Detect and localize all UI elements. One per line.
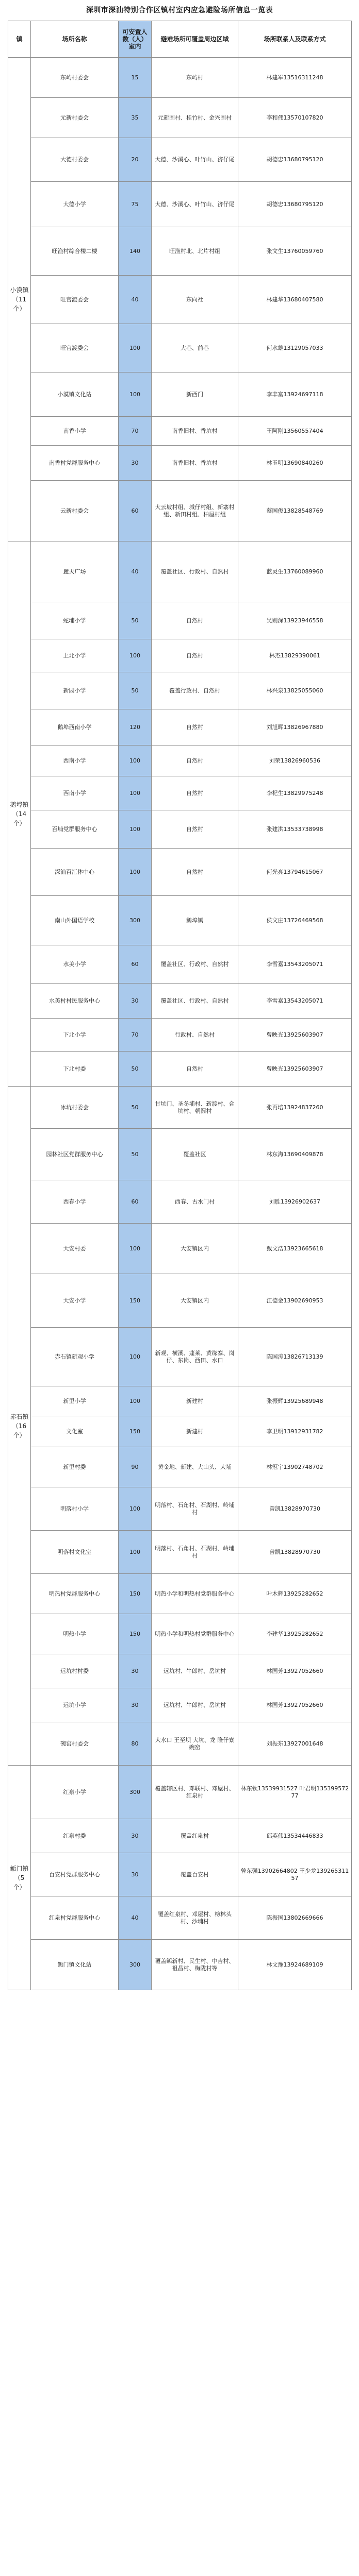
contact-cell: 林文豫13924689109 xyxy=(238,1940,352,1990)
contact-cell: 张建洪13533738998 xyxy=(238,810,352,849)
table-row xyxy=(8,481,352,541)
site-name-cell: 明落村小学 xyxy=(31,1487,119,1531)
capacity-cell: 60 xyxy=(119,481,152,541)
contact-cell: 李丰富13924697118 xyxy=(238,372,352,417)
coverage-area-cell: 覆盖社区、行政村、自然村 xyxy=(152,984,238,1019)
contact-cell: 曾凯13828970730 xyxy=(238,1487,352,1531)
contact-cell: 邱英伟13534446833 xyxy=(238,1819,352,1853)
site-name-cell: 大德小学 xyxy=(31,182,119,227)
contact-cell: 李雪嘉13543205071 xyxy=(238,984,352,1019)
contact-cell: 刘旭晖13826967880 xyxy=(238,709,352,745)
coverage-area-cell: 南香旧村、香坑村 xyxy=(152,417,238,446)
contact-cell: 曾映光13925603907 xyxy=(238,1052,352,1087)
site-name-cell: 红泉小学 xyxy=(31,1766,119,1819)
table-row xyxy=(8,1896,352,1940)
table-row xyxy=(8,446,352,481)
site-name-cell: 大德村委会 xyxy=(31,138,119,182)
contact-cell: 何水雄13129057033 xyxy=(238,324,352,372)
contact-cell: 陈国涛13826713139 xyxy=(238,1328,352,1386)
capacity-cell: 100 xyxy=(119,1487,152,1531)
table-header-row xyxy=(8,21,352,58)
header-area: 避难场所可覆盖周边区域 xyxy=(152,21,238,58)
capacity-cell: 80 xyxy=(119,1722,152,1766)
town-cell: 赤石镇（16个） xyxy=(8,1087,31,1766)
coverage-area-cell: 自然村 xyxy=(152,849,238,896)
capacity-cell: 300 xyxy=(119,1766,152,1819)
coverage-area-cell: 覆盖社区、行政村、自然村 xyxy=(152,945,238,984)
capacity-cell: 15 xyxy=(119,58,152,98)
coverage-area-cell: 大安镇区内 xyxy=(152,1224,238,1274)
coverage-area-cell: 新建村 xyxy=(152,1416,238,1447)
header-town: 镇 xyxy=(8,21,31,58)
contact-cell: 林国芳13927052660 xyxy=(238,1654,352,1688)
contact-cell: 吴则深13923946558 xyxy=(238,602,352,639)
site-name-cell: 旺渔村综合楼二楼 xyxy=(31,227,119,276)
table-row xyxy=(8,945,352,984)
table-row xyxy=(8,1722,352,1766)
table-row xyxy=(8,1019,352,1052)
site-name-cell: 明落村文化室 xyxy=(31,1531,119,1574)
site-name-cell: 西南小学 xyxy=(31,776,119,810)
coverage-area-cell: 元新围村、桂竹村、金兴围村 xyxy=(152,98,238,138)
contact-cell: 林建军13516311248 xyxy=(238,58,352,98)
table-row xyxy=(8,1614,352,1654)
contact-cell: 侯文庄13726469568 xyxy=(238,896,352,945)
site-name-cell: 百埔党群服务中心 xyxy=(31,810,119,849)
coverage-area-cell: 大德、沙溪心、叶竹山、济仔尾 xyxy=(152,138,238,182)
site-name-cell: 水美小学 xyxy=(31,945,119,984)
contact-cell: 李卫明13912931782 xyxy=(238,1416,352,1447)
capacity-cell: 50 xyxy=(119,1052,152,1087)
coverage-area-cell: 东屿村 xyxy=(152,58,238,98)
site-name-cell: 蛇埔小学 xyxy=(31,602,119,639)
table-row xyxy=(8,1416,352,1447)
capacity-cell: 100 xyxy=(119,1386,152,1416)
table-row xyxy=(8,1766,352,1819)
table-row xyxy=(8,1087,352,1129)
capacity-cell: 50 xyxy=(119,672,152,709)
contact-cell: 蓝灵生13760089960 xyxy=(238,541,352,602)
table-row xyxy=(8,1224,352,1274)
capacity-cell: 100 xyxy=(119,324,152,372)
table-row xyxy=(8,1386,352,1416)
coverage-area-cell: 甘坑门、圣冬埔村、新渡村、合坑村、朝圆村 xyxy=(152,1087,238,1129)
coverage-area-cell: 明热小学和明热村党群服务中心 xyxy=(152,1574,238,1614)
site-name-cell: 红泉村委 xyxy=(31,1819,119,1853)
table-row xyxy=(8,276,352,324)
table-row xyxy=(8,810,352,849)
capacity-cell: 100 xyxy=(119,745,152,776)
site-name-cell: 鲘门镇文化站 xyxy=(31,1940,119,1990)
coverage-area-cell: 自然村 xyxy=(152,602,238,639)
site-name-cell: 西南小学 xyxy=(31,745,119,776)
header-site: 场所名称 xyxy=(31,21,119,58)
coverage-area-cell: 远坑村、牛郎村、岳坑村 xyxy=(152,1688,238,1722)
table-row xyxy=(8,1688,352,1722)
table-row xyxy=(8,138,352,182)
table-row xyxy=(8,541,352,602)
capacity-cell: 35 xyxy=(119,98,152,138)
table-row xyxy=(8,417,352,446)
capacity-cell: 100 xyxy=(119,849,152,896)
table-row xyxy=(8,58,352,98)
contact-cell: 叶木辉13925282652 xyxy=(238,1574,352,1614)
coverage-area-cell: 自然村 xyxy=(152,776,238,810)
coverage-area-cell: 行政村、自然村 xyxy=(152,1019,238,1052)
capacity-cell: 120 xyxy=(119,709,152,745)
coverage-area-cell: 旺渔村北、北片村组 xyxy=(152,227,238,276)
coverage-area-cell: 西春、古水门村 xyxy=(152,1180,238,1224)
table-row xyxy=(8,1819,352,1853)
table-row xyxy=(8,98,352,138)
site-name-cell: 园林社区党群服务中心 xyxy=(31,1129,119,1180)
table-row xyxy=(8,776,352,810)
capacity-cell: 150 xyxy=(119,1614,152,1654)
coverage-area-cell: 自然村 xyxy=(152,810,238,849)
site-name-cell: 冰坑村委会 xyxy=(31,1087,119,1129)
coverage-area-cell: 明落村、石角村、石湖村、岭埔村 xyxy=(152,1531,238,1574)
contact-cell: 何光亮13794615067 xyxy=(238,849,352,896)
capacity-cell: 75 xyxy=(119,182,152,227)
capacity-cell: 40 xyxy=(119,1896,152,1940)
capacity-cell: 50 xyxy=(119,1087,152,1129)
capacity-cell: 70 xyxy=(119,1019,152,1052)
table-row xyxy=(8,709,352,745)
site-name-cell: 元新村委会 xyxy=(31,98,119,138)
contact-cell: 江德金13902690953 xyxy=(238,1274,352,1328)
site-name-cell: 云新村委会 xyxy=(31,481,119,541)
site-name-cell: 水美村村民服务中心 xyxy=(31,984,119,1019)
contact-cell: 李建华13925282652 xyxy=(238,1614,352,1654)
site-name-cell: 上北小学 xyxy=(31,639,119,672)
capacity-cell: 300 xyxy=(119,896,152,945)
table-row xyxy=(8,1052,352,1087)
capacity-cell: 30 xyxy=(119,1819,152,1853)
contact-cell: 林东钦13539931527 叶君明13539957277 xyxy=(238,1766,352,1819)
capacity-cell: 30 xyxy=(119,1688,152,1722)
site-name-cell: 明热村党群服务中心 xyxy=(31,1574,119,1614)
contact-cell: 林东海13690409878 xyxy=(238,1129,352,1180)
table-row xyxy=(8,1447,352,1487)
coverage-area-cell: 覆盖行政村、自然村 xyxy=(152,672,238,709)
coverage-area-cell: 大云坡村组、城仔村组、新寨村组、新田村组、柏屋村组 xyxy=(152,481,238,541)
contact-cell: 曾东强13902664802 王少龙13926531157 xyxy=(238,1853,352,1896)
table-row xyxy=(8,672,352,709)
capacity-cell: 70 xyxy=(119,417,152,446)
contact-cell: 李雪嘉13543205071 xyxy=(238,945,352,984)
site-name-cell: 东屿村委会 xyxy=(31,58,119,98)
site-name-cell: 百安村党群服务中心 xyxy=(31,1853,119,1896)
site-name-cell: 鹅埠西南小学 xyxy=(31,709,119,745)
table-row xyxy=(8,639,352,672)
capacity-cell: 100 xyxy=(119,372,152,417)
contact-cell: 林冠宇13902748702 xyxy=(238,1447,352,1487)
capacity-cell: 100 xyxy=(119,810,152,849)
contact-cell: 林杰13829390061 xyxy=(238,639,352,672)
coverage-area-cell: 明落村、石角村、石湖村、岭埔村 xyxy=(152,1487,238,1531)
table-row xyxy=(8,372,352,417)
contact-cell: 曾凯13828970730 xyxy=(238,1531,352,1574)
capacity-cell: 40 xyxy=(119,541,152,602)
table-row xyxy=(8,1487,352,1531)
site-name-cell: 旺官渡委会 xyxy=(31,324,119,372)
header-capacity: 可安置人数（人）室内 xyxy=(119,21,152,58)
site-name-cell: 南香村党群服务中心 xyxy=(31,446,119,481)
site-name-cell: 赤石镇新观小学 xyxy=(31,1328,119,1386)
table-row xyxy=(8,1328,352,1386)
table-row xyxy=(8,1180,352,1224)
coverage-area-cell: 大安镇区内 xyxy=(152,1274,238,1328)
coverage-area-cell: 大德、沙溪心、叶竹山、济仔尾 xyxy=(152,182,238,227)
capacity-cell: 20 xyxy=(119,138,152,182)
capacity-cell: 30 xyxy=(119,984,152,1019)
site-name-cell: 大安村委 xyxy=(31,1224,119,1274)
table-row xyxy=(8,1574,352,1614)
site-name-cell: 南山外国语学校 xyxy=(31,896,119,945)
shelter-table xyxy=(8,21,352,1990)
table-row xyxy=(8,745,352,776)
site-name-cell: 下北村委 xyxy=(31,1052,119,1087)
coverage-area-cell: 覆盖社区 xyxy=(152,1129,238,1180)
contact-cell: 刘胜13926902637 xyxy=(238,1180,352,1224)
coverage-area-cell: 黄金地、新建、大山头、大埔 xyxy=(152,1447,238,1487)
table-row xyxy=(8,849,352,896)
capacity-cell: 60 xyxy=(119,1180,152,1224)
table-row xyxy=(8,896,352,945)
contact-cell: 张振辉13925689948 xyxy=(238,1386,352,1416)
contact-cell: 林玉明13690840260 xyxy=(238,446,352,481)
capacity-cell: 30 xyxy=(119,446,152,481)
site-name-cell: 红泉村党群服务中心 xyxy=(31,1896,119,1940)
contact-cell: 王阿刚13560557404 xyxy=(238,417,352,446)
coverage-area-cell: 覆盖红泉村、邓屋村、榜林头村、沙埔村 xyxy=(152,1896,238,1940)
coverage-area-cell: 鹅埠镇 xyxy=(152,896,238,945)
coverage-area-cell: 覆盖社区、行政村、自然村 xyxy=(152,541,238,602)
table-row xyxy=(8,1129,352,1180)
capacity-cell: 50 xyxy=(119,602,152,639)
site-name-cell: 大安小学 xyxy=(31,1274,119,1328)
contact-cell: 刘振东13927001648 xyxy=(238,1722,352,1766)
site-name-cell: 明热小学 xyxy=(31,1614,119,1654)
table-row xyxy=(8,324,352,372)
capacity-cell: 30 xyxy=(119,1654,152,1688)
table-row xyxy=(8,182,352,227)
coverage-area-cell: 大水口 王至坝 大坑、龙 隆仔寮 碗窑 xyxy=(152,1722,238,1766)
table-row xyxy=(8,602,352,639)
coverage-area-cell: 自然村 xyxy=(152,639,238,672)
site-name-cell: 远坑小学 xyxy=(31,1688,119,1722)
coverage-area-cell: 覆盖鲘新村、民生村、中吉村、祖昌村、梅陇村等 xyxy=(152,1940,238,1990)
town-cell: 鹅埠镇（14个） xyxy=(8,541,31,1087)
coverage-area-cell: 大巷、前巷 xyxy=(152,324,238,372)
coverage-area-cell: 自然村 xyxy=(152,709,238,745)
town-cell: 鲘门镇（5个） xyxy=(8,1766,31,1990)
table-row xyxy=(8,984,352,1019)
site-name-cell: 新里村委 xyxy=(31,1447,119,1487)
site-name-cell: 小漠镇文化站 xyxy=(31,372,119,417)
capacity-cell: 30 xyxy=(119,1853,152,1896)
town-cell: 小漠镇（11个） xyxy=(8,58,31,541)
contact-cell: 陈振国13802669666 xyxy=(238,1896,352,1940)
capacity-cell: 300 xyxy=(119,1940,152,1990)
contact-cell: 张文生13760059760 xyxy=(238,227,352,276)
contact-cell: 林建华13680407580 xyxy=(238,276,352,324)
coverage-area-cell: 远坑村、牛郎村、岳坑村 xyxy=(152,1654,238,1688)
table-body xyxy=(8,58,352,1990)
capacity-cell: 150 xyxy=(119,1416,152,1447)
site-name-cell: 文化室 xyxy=(31,1416,119,1447)
site-name-cell: 下北小学 xyxy=(31,1019,119,1052)
site-name-cell: 新里小学 xyxy=(31,1386,119,1416)
page-title: 深圳市深汕特别合作区镇村室内应急避险场所信息一览表 xyxy=(86,6,273,14)
site-name-cell: 深汕百汇体中心 xyxy=(31,849,119,896)
coverage-area-cell: 新西门 xyxy=(152,372,238,417)
capacity-cell: 140 xyxy=(119,227,152,276)
coverage-area-cell: 覆盖红泉村 xyxy=(152,1819,238,1853)
coverage-area-cell: 自然村 xyxy=(152,1052,238,1087)
contact-cell: 曾映光13925603907 xyxy=(238,1019,352,1052)
coverage-area-cell: 明热小学和明热村党群服务中心 xyxy=(152,1614,238,1654)
site-name-cell: 远坑村村委 xyxy=(31,1654,119,1688)
contact-cell: 胡德忠13680795120 xyxy=(238,138,352,182)
capacity-cell: 100 xyxy=(119,1224,152,1274)
site-name-cell: 麗天广场 xyxy=(31,541,119,602)
contact-cell: 张再培13924837260 xyxy=(238,1087,352,1129)
capacity-cell: 90 xyxy=(119,1447,152,1487)
coverage-area-cell: 东向社 xyxy=(152,276,238,324)
contact-cell: 李杞生13829975248 xyxy=(238,776,352,810)
capacity-cell: 50 xyxy=(119,1129,152,1180)
coverage-area-cell: 覆盖百安村 xyxy=(152,1853,238,1896)
capacity-cell: 60 xyxy=(119,945,152,984)
capacity-cell: 40 xyxy=(119,276,152,324)
contact-cell: 戴文浩13923665618 xyxy=(238,1224,352,1274)
table-row xyxy=(8,1853,352,1896)
coverage-area-cell: 新建村 xyxy=(152,1386,238,1416)
contact-cell: 李和伟13570107820 xyxy=(238,98,352,138)
table-row xyxy=(8,227,352,276)
contact-cell: 蔡国俊13828548769 xyxy=(238,481,352,541)
site-name-cell: 碗窑村委会 xyxy=(31,1722,119,1766)
table-row xyxy=(8,1654,352,1688)
table-row xyxy=(8,1940,352,1990)
site-name-cell: 南香小学 xyxy=(31,417,119,446)
coverage-area-cell: 南香旧村、香坑村 xyxy=(152,446,238,481)
site-name-cell: 旺官渡委会 xyxy=(31,276,119,324)
capacity-cell: 100 xyxy=(119,1328,152,1386)
capacity-cell: 150 xyxy=(119,1574,152,1614)
table-row xyxy=(8,1274,352,1328)
coverage-area-cell: 新观、横溪、蓬莱、黄缘寨、岗仔、东岗、西田、水口 xyxy=(152,1328,238,1386)
capacity-cell: 150 xyxy=(119,1274,152,1328)
coverage-area-cell: 覆盖辖区村、邓联村、邓屋村、红泉村 xyxy=(152,1766,238,1819)
header-contact: 场所联系人及联系方式 xyxy=(238,21,352,58)
table-row xyxy=(8,1531,352,1574)
contact-cell: 胡德忠13680795120 xyxy=(238,182,352,227)
coverage-area-cell: 自然村 xyxy=(152,745,238,776)
capacity-cell: 100 xyxy=(119,639,152,672)
site-name-cell: 西春小学 xyxy=(31,1180,119,1224)
capacity-cell: 100 xyxy=(119,776,152,810)
contact-cell: 林兴泉13825055060 xyxy=(238,672,352,709)
contact-cell: 林国芳13927052660 xyxy=(238,1688,352,1722)
capacity-cell: 100 xyxy=(119,1531,152,1574)
contact-cell: 刘荣13826960536 xyxy=(238,745,352,776)
site-name-cell: 新园小学 xyxy=(31,672,119,709)
